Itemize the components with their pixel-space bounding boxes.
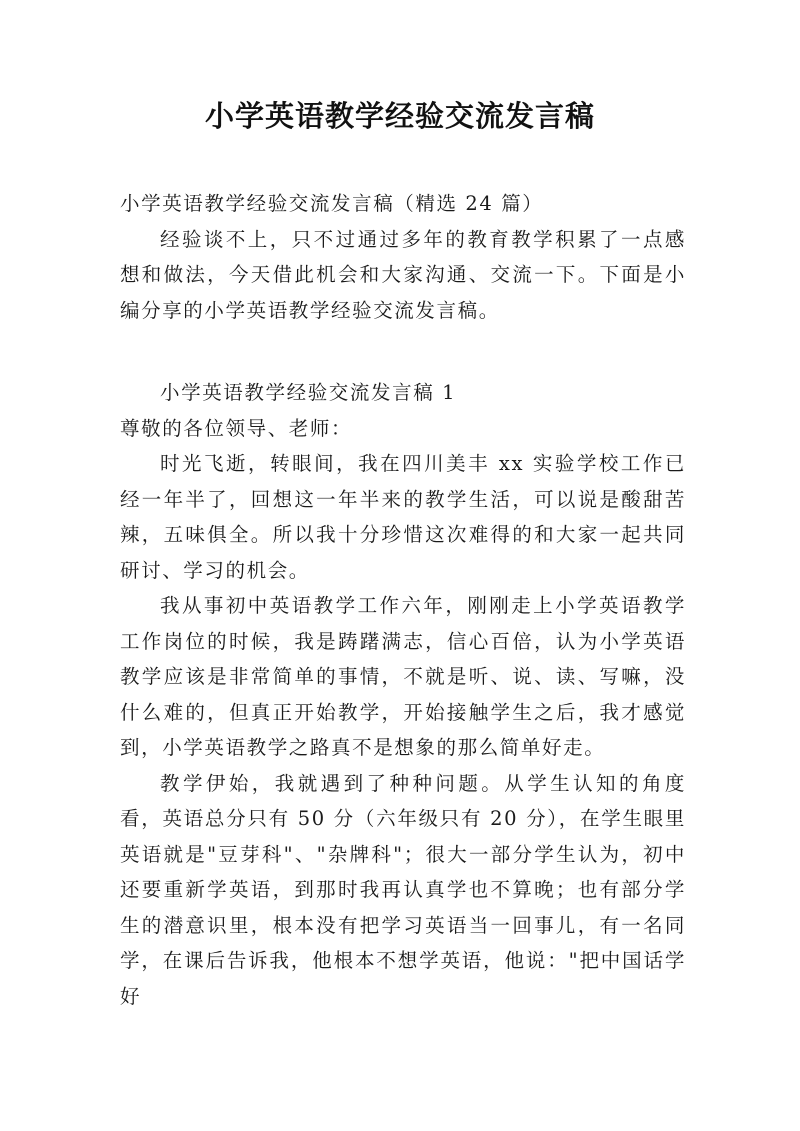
- body-paragraph: 教学伊始，我就遇到了种种问题。从学生认知的角度看，英语总分只有 50 分（六年级只有 20 分），在学生眼里英语就是"豆芽科"、"杂牌科"；很大一部分学生认为，初中还要重新学英语，到那时我再认真学也不算晚；也有部分学生的潜意识里，根本没有把学习英语当一回事儿，有一名同学，在课后告诉我，他根本不想学英语，他说："把中国话学好: [120, 771, 686, 1008]
- section-heading: 小学英语教学经验交流发言稿 1: [160, 381, 457, 404]
- salutation: 尊敬的各位领导、老师：: [120, 416, 353, 440]
- document-subtitle: 小学英语教学经验交流发言稿（精选 24 篇）: [120, 192, 544, 215]
- body-paragraph: 我从事初中英语教学工作六年，刚刚走上小学英语教学工作岗位的时候，我是踌躇满志，信心百倍，认为小学英语教学应该是非常简单的事情，不就是听、说、读、写嘛，没什么难的，但真正开始教学，开始接触学生之后，我才感觉到，小学英语教学之路真不是想象的那么简单好走。: [120, 594, 686, 759]
- intro-block: [120, 186, 686, 328]
- document-title: 小学英语教学经验交流发言稿: [204, 99, 595, 133]
- body-paragraph: 时光飞逝，转眼间，我在四川美丰 xx 实验学校工作已经一年半了，回想这一年半来的教学生活，可以说是酸甜苦辣，五味俱全。所以我十分珍惜这次难得的和大家一起共同研讨、学习的机会。: [120, 452, 686, 582]
- intro-paragraph: 经验谈不上，只不过通过多年的教育教学积累了一点感想和做法，今天借此机会和大家沟通、交流一下。下面是小编分享的小学英语教学经验交流发言稿。: [120, 227, 686, 322]
- section-block: [120, 375, 686, 1014]
